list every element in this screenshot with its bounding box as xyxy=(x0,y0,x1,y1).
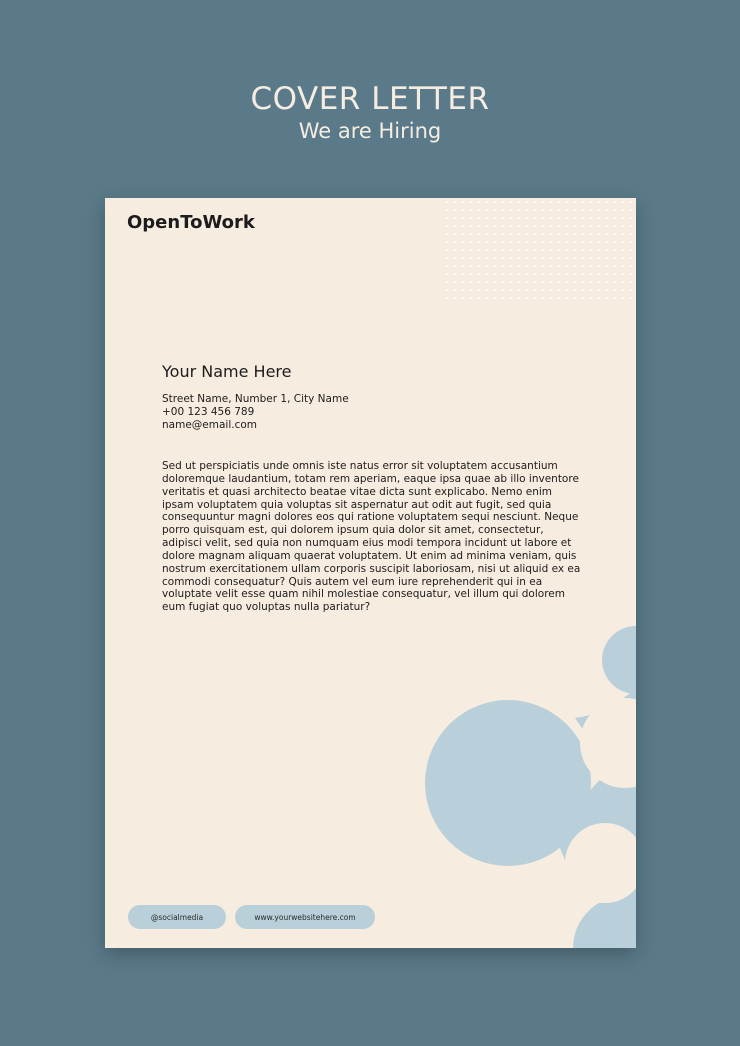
letter-page xyxy=(105,198,636,948)
poster-title: COVER LETTER xyxy=(250,81,490,117)
poster-header xyxy=(0,80,740,145)
sender-email: name@email.com xyxy=(162,418,257,431)
website-pill: www.yourwebsitehere.com xyxy=(235,905,375,929)
social-media-pill: @socialmedia xyxy=(128,905,226,929)
sender-phone: +00 123 456 789 xyxy=(162,405,255,418)
poster-subtitle: We are Hiring xyxy=(298,119,442,143)
sender-address: Street Name, Number 1, City Name xyxy=(162,393,349,405)
letter-body: Sed ut perspiciatis unde omnis iste natus error sit voluptatem accusantium doloremque laudantium, totam rem aperiam, eaque ipsa quae ab illo inventore veritatis et quasi architecto beatae vitae dicta sunt explicabo. Nemo enim ipsam voluptatem quia voluptas sit aspernatur aut odit aut fugit, sed quia consequuntur magni dolores eos qui ratione voluptatem sequi nesciunt. Neque porro quisquam est, qui dolorem ipsum quia dolor sit amet, consectetur, adipisci velit, sed quia non numquam eius modi tempora incidunt ut labore et dolore magnam aliquam quaerat voluptatem. Ut enim ad minima veniam, quis nostrum exercitationem ullam corporis suscipit laboriosam, nisi ut aliquid ex ea commodi consequatur? Quis autem vel eum iure reprehenderit qui in ea voluptate velit esse quam nihil molestiae consequatur, vel illum qui dolorem eum fugiat quo voluptas nulla pariatur? xyxy=(162,460,581,614)
sender-name: Your Name Here xyxy=(162,362,292,381)
sender-block xyxy=(162,362,349,431)
brand-logo-text: OpenToWork xyxy=(127,212,255,233)
